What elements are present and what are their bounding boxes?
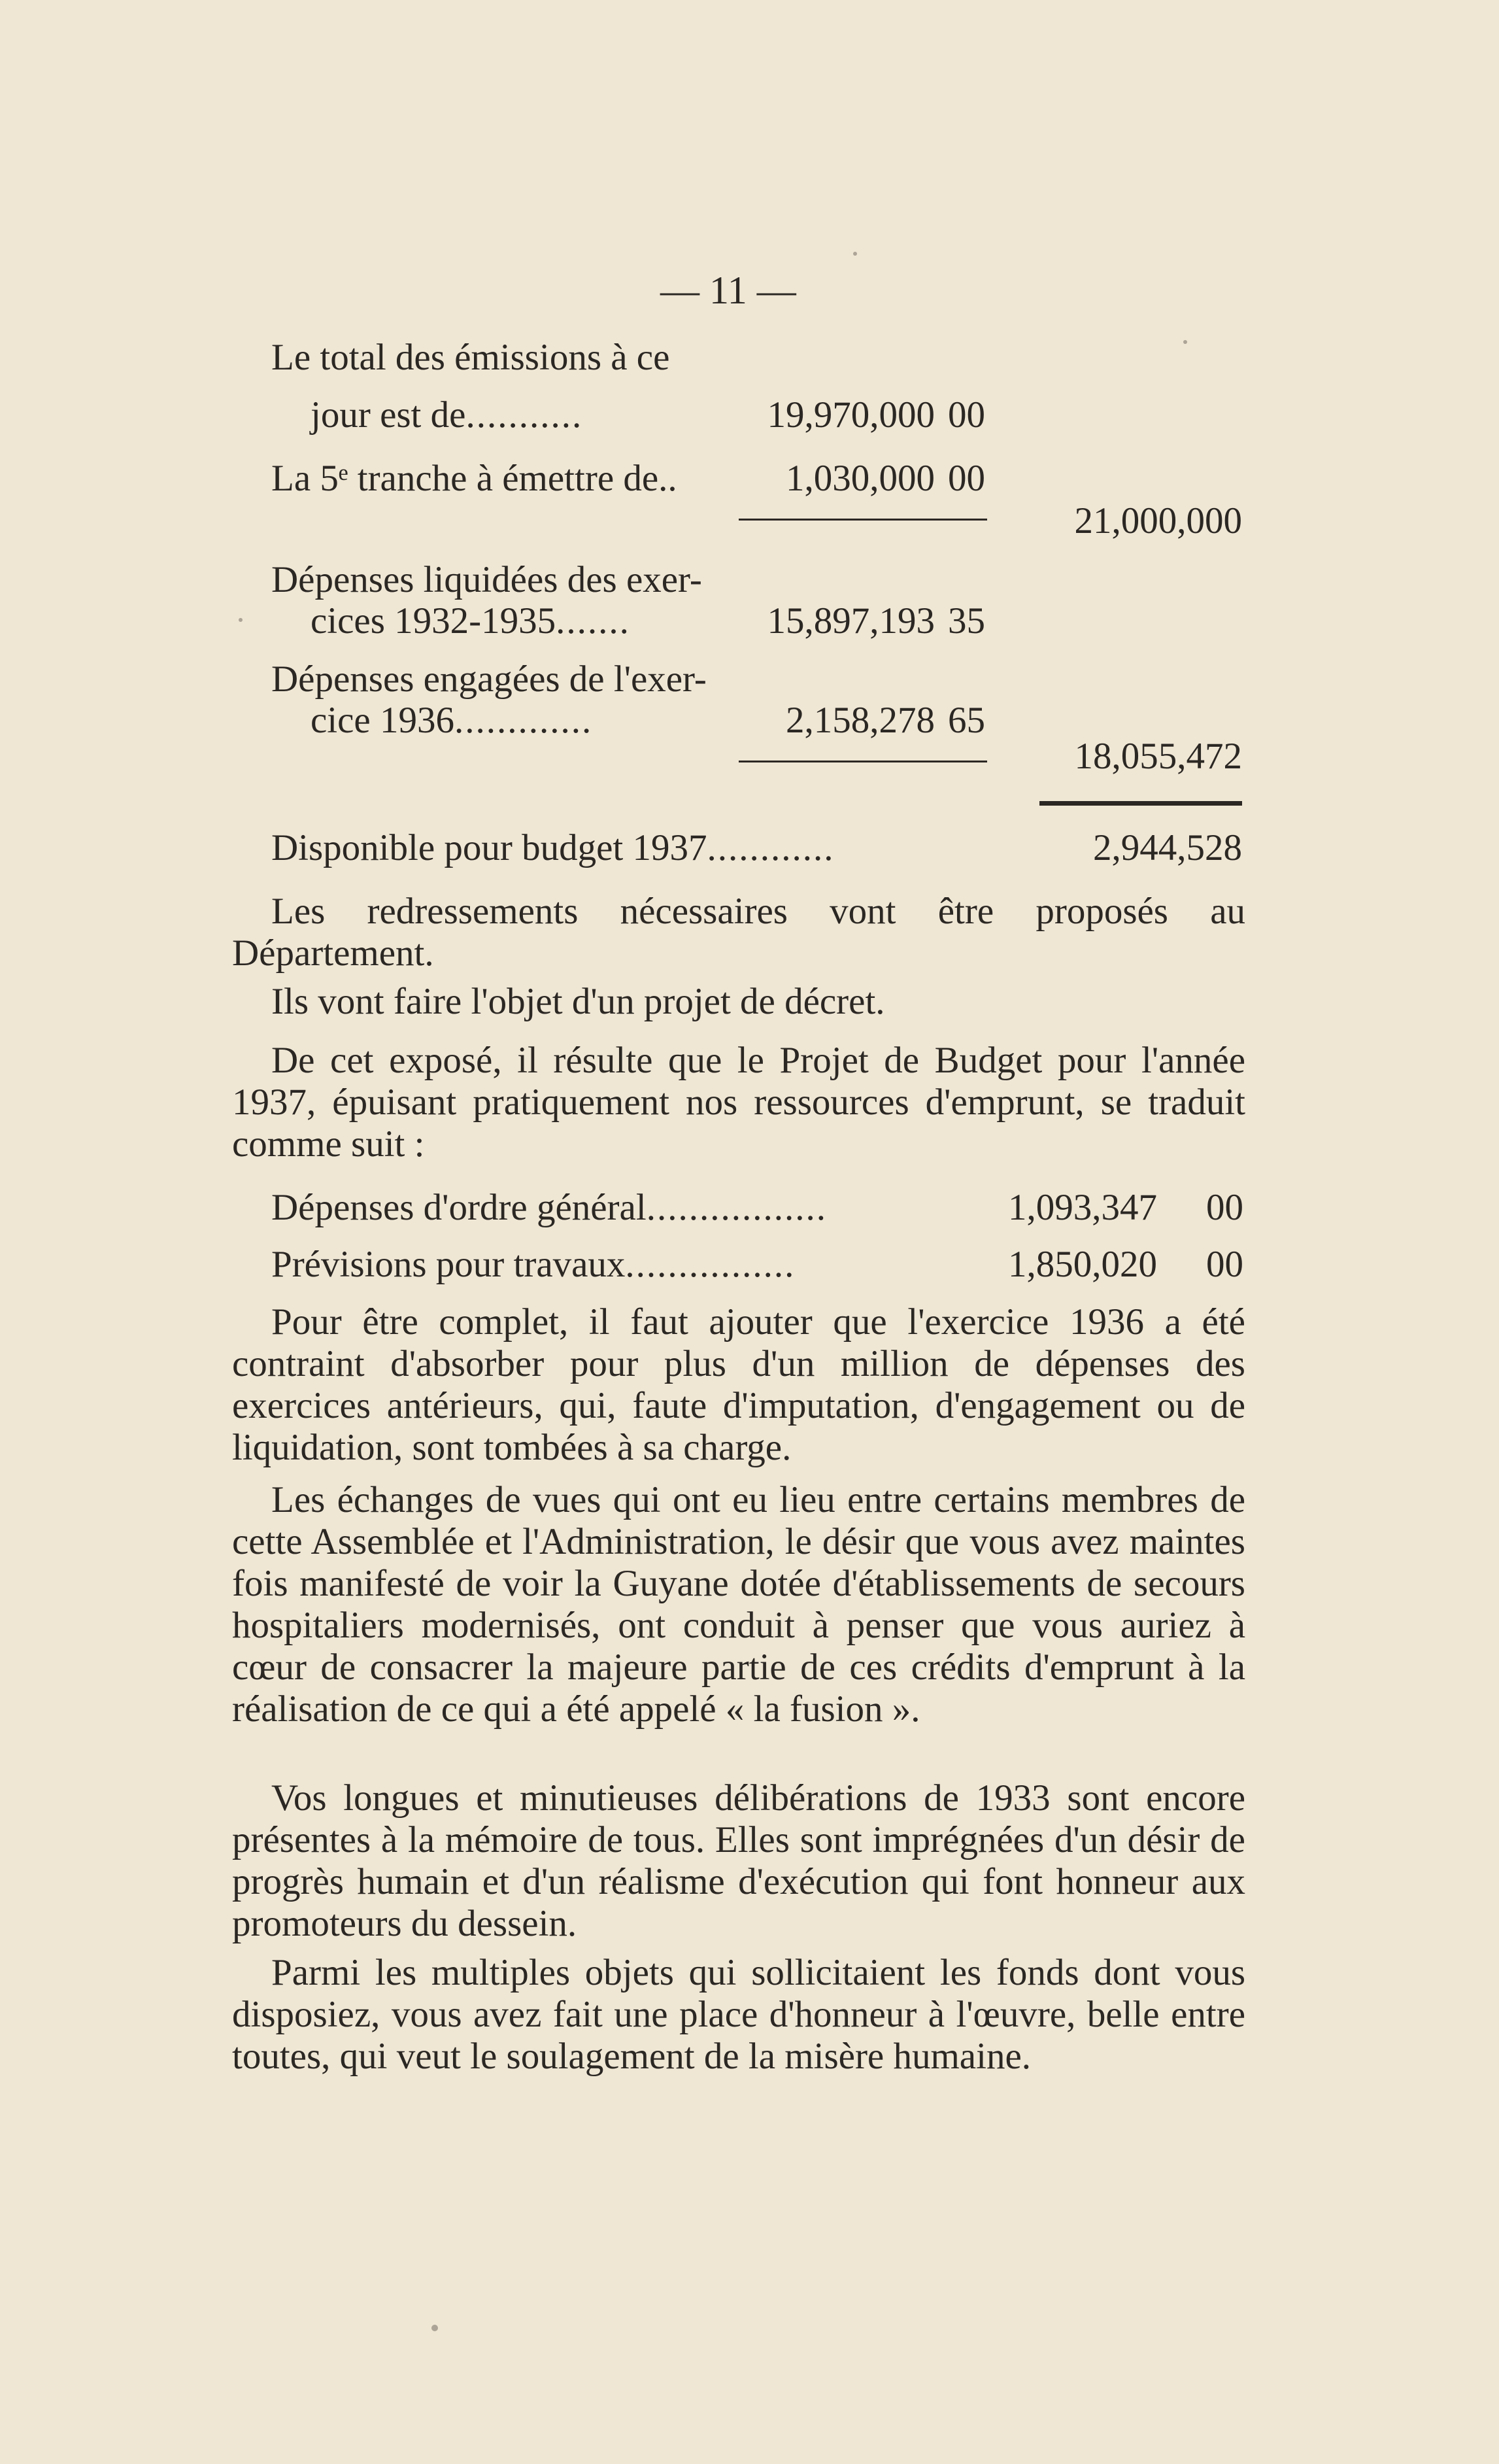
total-expenses: 18,055,472 (1074, 736, 1242, 777)
paper-speck (431, 2325, 438, 2331)
budget-line-general-cents: 00 (1206, 1187, 1243, 1228)
liquidated-cents: 35 (948, 600, 985, 642)
available-label: Disponible pour budget 1937............ (271, 827, 835, 868)
page-number: — 11 — (660, 269, 796, 312)
paragraph-decret: Ils vont faire l'objet d'un projet de décret. (271, 981, 885, 1022)
paper-speck (239, 618, 243, 622)
budget-line-travaux-amount: 1,850,020 (1008, 1244, 1157, 1285)
engaged-label-line2: cice 1936............. (311, 700, 593, 741)
paragraph-deliberations: Vos longues et minutieuses délibérations de 1933 sont encore présentes à la mémoire de tous. Elles sont imprégnées d'un désir de progrès humain et d'un réalisme d'exécution qui font honneur aux promoteurs du dessein. (232, 1777, 1245, 1944)
paragraph-redressements: Les redressements nécessaires vont être proposés au Département. (232, 891, 1245, 974)
paragraph-complet: Pour être complet, il faut ajouter que l'exercice 1936 a été contraint d'absorber pour plus d'un million de dépenses des exercices antérieurs, qui, faute d'imputation, d'engagement ou de liquidation, sont tombées à sa charge. (232, 1301, 1245, 1468)
budget-line-travaux-cents: 00 (1206, 1244, 1243, 1285)
budget-line-general-label: Dépenses d'ordre général................. (271, 1187, 827, 1228)
paper-speck (1183, 340, 1187, 344)
emissions-amount: 19,970,000 (767, 394, 935, 436)
subtotal-rule-2 (739, 761, 987, 762)
paragraph-multiples: Parmi les multiples objets qui sollicitaient les fonds dont vous disposiez, vous avez fait une place d'honneur à l'œuvre, belle entre toutes, qui veut le soulagement de la misère humaine. (232, 1952, 1245, 2077)
paragraph-expose: De cet exposé, il résulte que le Projet de Budget pour l'année 1937, épuisant pratiquement nos ressources d'emprunt, se traduit comme suit : (232, 1040, 1245, 1165)
available-amount: 2,944,528 (1093, 827, 1242, 868)
emissions-label-line2: jour est de........... (311, 394, 583, 436)
paragraph-echanges: Les échanges de vues qui ont eu lieu entre certains membres de cette Assemblée et l'Administration, le désir que vous avez maintes fois manifesté de voir la Guyane dotée d'établissements de secours hospitaliers modernisés, ont conduit à penser que vous auriez à cœur de consacrer la majeure partie de ces crédits d'emprunt à la réalisation de ce qui a été appelé « la fusion ». (232, 1479, 1245, 1730)
tranche-cents: 00 (948, 458, 985, 499)
liquidated-amount: 15,897,193 (767, 600, 935, 642)
engaged-label-line1: Dépenses engagées de l'exer- (271, 659, 707, 700)
liquidated-label-line2: cices 1932-1935....... (311, 600, 630, 642)
emissions-cents: 00 (948, 394, 985, 436)
tranche-amount: 1,030,000 (786, 458, 935, 499)
total-resources: 21,000,000 (1074, 500, 1242, 541)
engaged-amount: 2,158,278 (786, 700, 935, 741)
budget-line-general-amount: 1,093,347 (1008, 1187, 1157, 1228)
subtotal-rule-1 (739, 519, 987, 521)
budget-line-travaux-label: Prévisions pour travaux................ (271, 1244, 796, 1285)
tranche-label: La 5ᵉ tranche à émettre de.. (271, 458, 677, 499)
liquidated-label-line1: Dépenses liquidées des exer- (271, 559, 702, 600)
emissions-label-line1: Le total des émissions à ce (271, 337, 670, 378)
paper-speck (853, 252, 857, 256)
total-rule (1039, 801, 1242, 806)
engaged-cents: 65 (948, 700, 985, 741)
